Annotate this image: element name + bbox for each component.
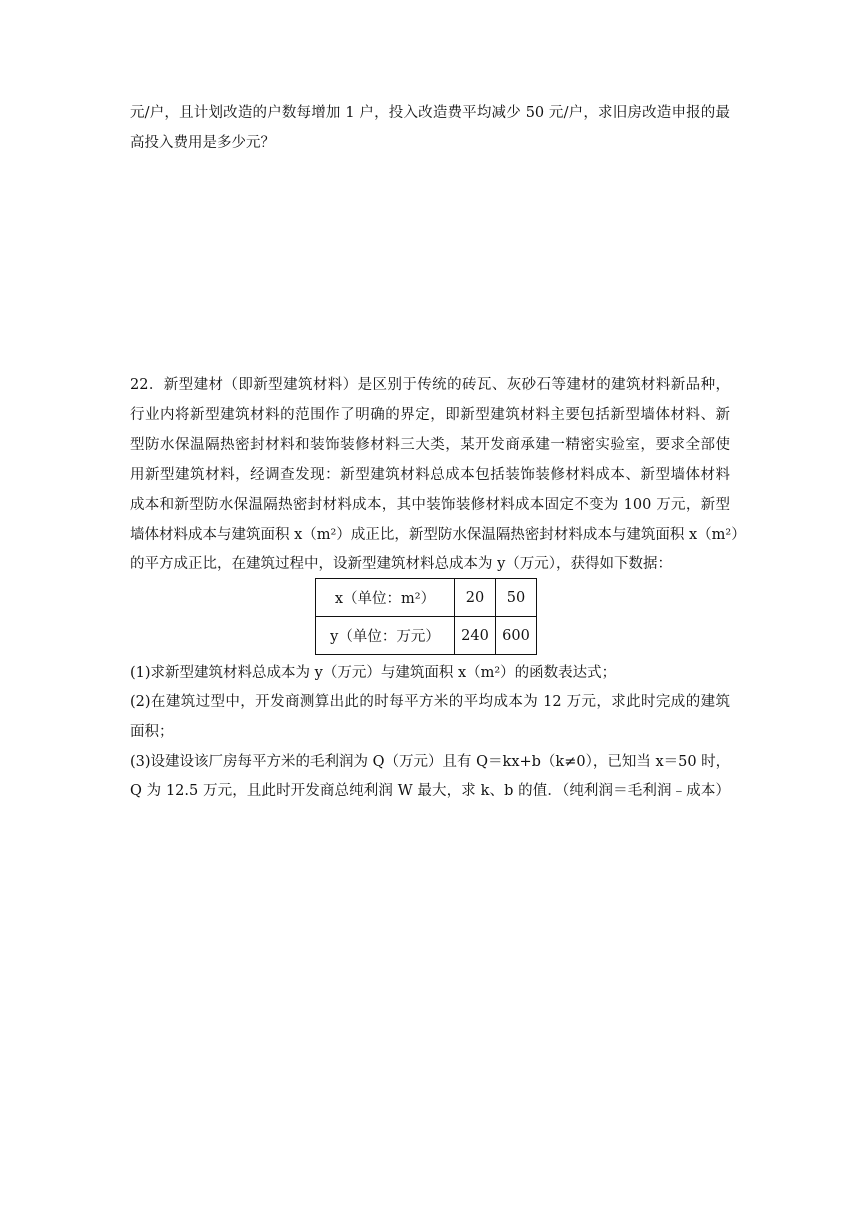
table-cell: 600 [496, 617, 537, 655]
question-2-line-1: (2)在建筑过型中，开发商测算出此的时每平方米的平均成本为 12 万元，求此时完成的建筑 [130, 694, 730, 710]
table-cell: 240 [455, 617, 496, 655]
question-2-line-2: 面积； [130, 724, 174, 740]
question-3-line-2: Q 为 12.5 万元，且此时开发商总纯利润 W 最大，求 k、b 的值．（纯利润＝毛利润﹣成本） [130, 783, 730, 799]
table-cell-label: x（单位：m²） [316, 579, 455, 617]
problem-22-line-2: 行业内将新型建筑材料的范围作了明确的界定，即新型建筑材料主要包括新型墙体材料、新 [130, 407, 730, 423]
table-row [316, 617, 537, 655]
prev-problem-line-1: 元/户，且计划改造的户数每增加 1 户，投入改造费平均减少 50 元/户，求旧房改造申报的最 [130, 105, 730, 121]
problem-22-line-6: 墙体材料成本与建筑面积 x（m²）成正比，新型防水保温隔热密封材料成本与建筑面积 x（m²） [130, 527, 746, 543]
problem-22-line-4: 用新型建筑材料，经调查发现：新型建筑材料总成本包括装饰装修材料成本、新型墙体材料 [130, 467, 730, 483]
problem-22-line-7: 的平方成正比，在建筑过程中，设新型建筑材料总成本为 y（万元），获得如下数据： [130, 556, 673, 572]
table-cell: 50 [496, 579, 537, 617]
problem-22-line-5: 成本和新型防水保温隔热密封材料成本，其中装饰装修材料成本固定不变为 100 万元，新型 [130, 497, 730, 513]
table-cell: 20 [455, 579, 496, 617]
table-cell-label: y（单位：万元） [316, 617, 455, 655]
question-3-line-1: (3)设建设该厂房每平方米的毛利润为 Q（万元）且有 Q＝kx+b（k≠0），已知当 x＝50 时， [130, 754, 731, 770]
table-row [316, 579, 537, 617]
prev-problem-line-2: 高投入费用是多少元？ [130, 135, 275, 151]
problem-22-line-1: 22．新型建材（即新型建筑材料）是区别于传统的砖瓦、灰砂石等建材的建筑材料新品种， [130, 377, 730, 393]
data-table [315, 578, 537, 655]
problem-22-line-3: 型防水保温隔热密封材料和装饰装修材料三大类，某开发商承建一精密实验室，要求全部使 [130, 437, 730, 453]
question-1: (1)求新型建筑材料总成本为 y（万元）与建筑面积 x（m²）的函数表达式； [130, 665, 617, 681]
